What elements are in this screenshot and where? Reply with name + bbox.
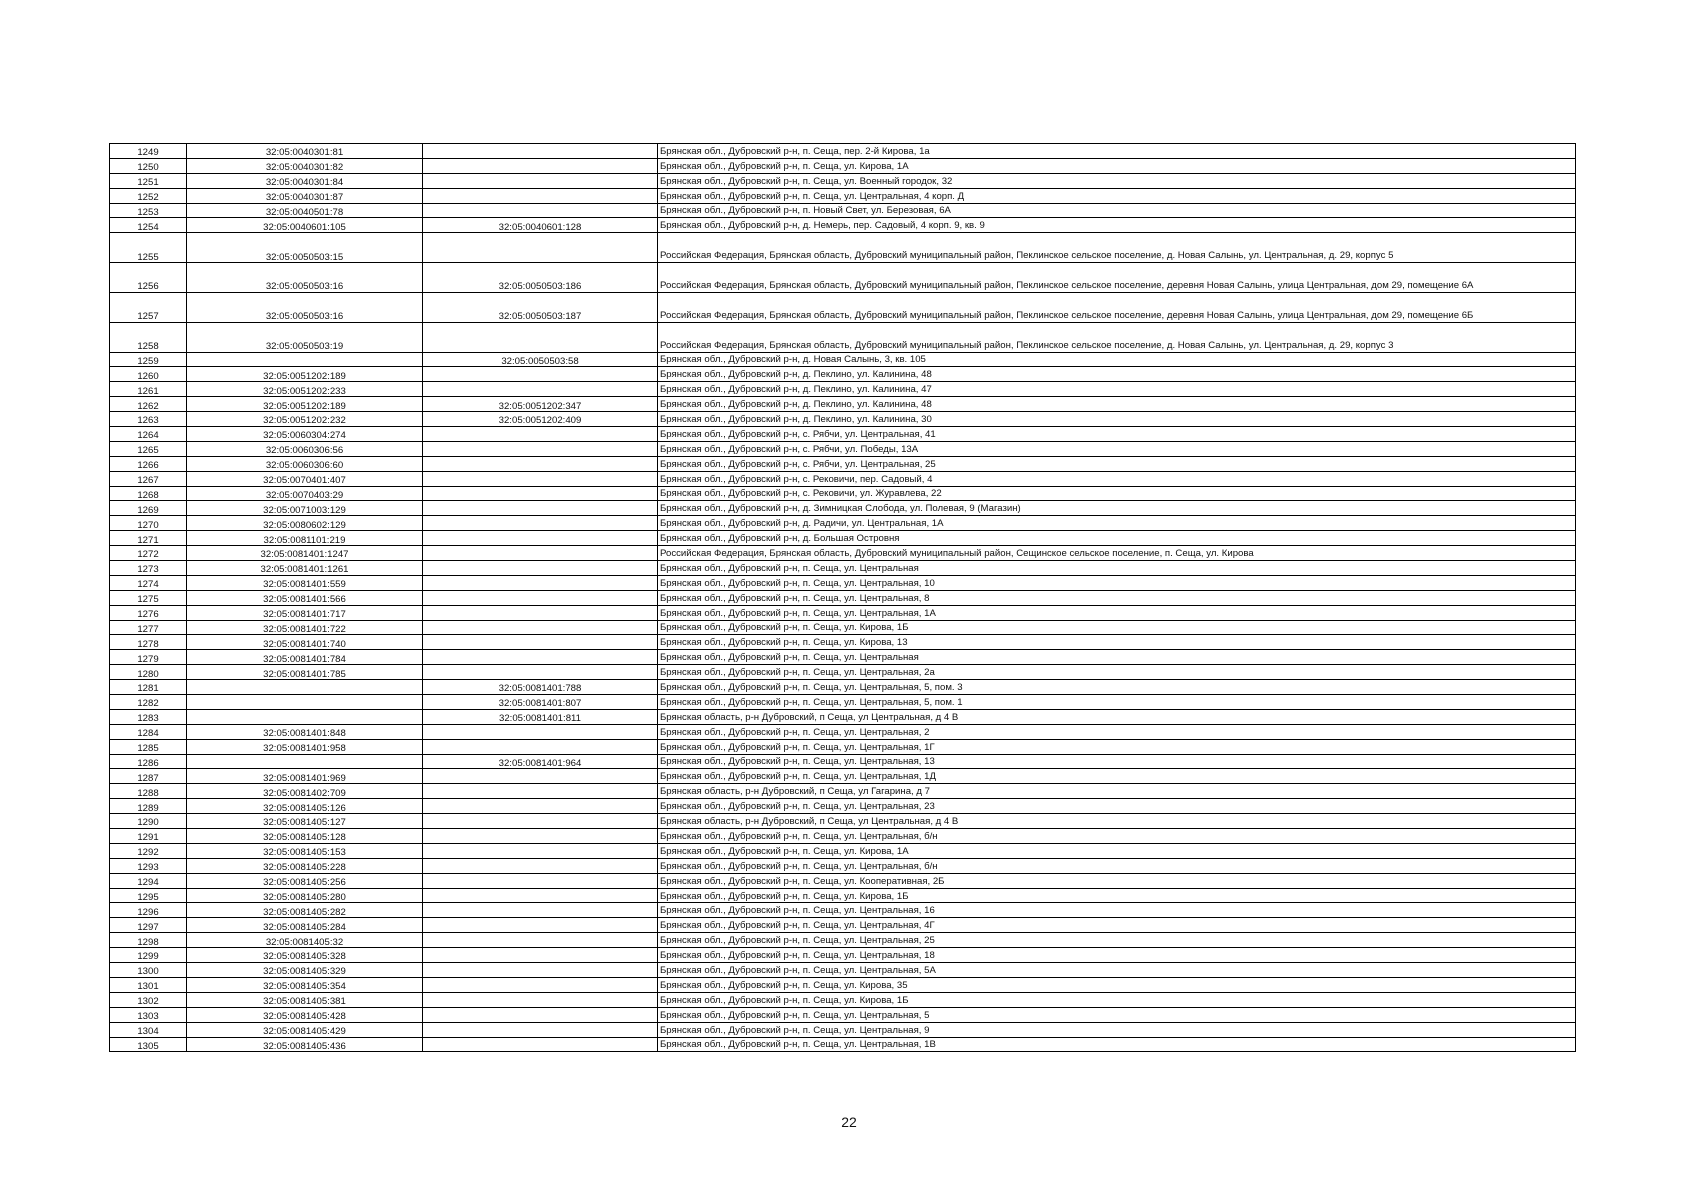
table-row (110, 158, 1576, 173)
address-cell: Брянская обл., Дубровский р-н, с. Рековичи, ул. Журавлева, 22 (658, 486, 1576, 501)
land-cadastral-number-cell: 32:05:0070401:407 (187, 471, 423, 486)
land-cadastral-number-cell: 32:05:0081405:126 (187, 799, 423, 814)
address-cell: Брянская обл., Дубровский р-н, п. Сеща, ул. Кирова, 1Б (658, 620, 1576, 635)
building-cadastral-number-cell (423, 144, 658, 159)
land-cadastral-number-cell: 32:05:0081405:228 (187, 858, 423, 873)
row-number-cell: 1295 (110, 888, 187, 903)
address-cell: Брянская обл., Дубровский р-н, п. Сеща, ул. Кирова, 1Б (658, 888, 1576, 903)
building-cadastral-number-cell (423, 799, 658, 814)
table-row (110, 858, 1576, 873)
land-cadastral-number-cell: 32:05:0071003:129 (187, 501, 423, 516)
table-row (110, 233, 1576, 263)
row-number-cell: 1278 (110, 635, 187, 650)
address-cell: Брянская обл., Дубровский р-н, п. Сеща, ул. Центральная, 5А (658, 963, 1576, 978)
address-cell: Брянская обл., Дубровский р-н, п. Сеща, ул. Центральная, 9 (658, 1022, 1576, 1037)
address-cell: Брянская обл., Дубровский р-н, д. Пеклино, ул. Калинина, 48 (658, 397, 1576, 412)
land-cadastral-number-cell: 32:05:0081405:381 (187, 992, 423, 1007)
table-row (110, 1037, 1576, 1052)
address-cell: Брянская обл., Дубровский р-н, п. Сеща, ул. Центральная (658, 561, 1576, 576)
building-cadastral-number-cell (423, 829, 658, 844)
row-number-cell: 1251 (110, 173, 187, 188)
land-cadastral-number-cell: 32:05:0081405:436 (187, 1037, 423, 1052)
address-cell: Российская Федерация, Брянская область, Дубровский муниципальный район, Сещинское сельское поселение, п. Сеща, ул. Кирова (658, 546, 1576, 561)
row-number-cell: 1276 (110, 605, 187, 620)
land-cadastral-number-cell: 32:05:0081401:722 (187, 620, 423, 635)
table-row (110, 144, 1576, 159)
row-number-cell: 1265 (110, 441, 187, 456)
row-number-cell: 1293 (110, 858, 187, 873)
table-row (110, 382, 1576, 397)
building-cadastral-number-cell (423, 575, 658, 590)
row-number-cell: 1297 (110, 918, 187, 933)
row-number-cell: 1299 (110, 948, 187, 963)
table-row (110, 561, 1576, 576)
land-cadastral-number-cell: 32:05:0081405:32 (187, 933, 423, 948)
building-cadastral-number-cell (423, 888, 658, 903)
land-cadastral-number-cell (187, 352, 423, 367)
land-cadastral-number-cell: 32:05:0081405:256 (187, 873, 423, 888)
row-number-cell: 1254 (110, 218, 187, 233)
table-row (110, 635, 1576, 650)
building-cadastral-number-cell (423, 322, 658, 352)
land-cadastral-number-cell: 32:05:0081401:969 (187, 769, 423, 784)
page-number: 22 (841, 1114, 857, 1130)
table-row (110, 873, 1576, 888)
building-cadastral-number-cell (423, 635, 658, 650)
table-row (110, 173, 1576, 188)
table-row (110, 188, 1576, 203)
building-cadastral-number-cell (423, 203, 658, 218)
building-cadastral-number-cell: 32:05:0050503:186 (423, 263, 658, 293)
row-number-cell: 1274 (110, 575, 187, 590)
address-cell: Российская Федерация, Брянская область, Дубровский муниципальный район, Пеклинское сельское поселение, д. Новая Салынь, ул. Центральная, д. 29, корпус 5 (658, 233, 1576, 263)
land-cadastral-number-cell: 32:05:0040301:82 (187, 158, 423, 173)
table-row (110, 829, 1576, 844)
row-number-cell: 1259 (110, 352, 187, 367)
table-row (110, 933, 1576, 948)
address-cell: Брянская обл., Дубровский р-н, п. Сеща, ул. Центральная, 4Г (658, 918, 1576, 933)
land-cadastral-number-cell: 32:05:0081405:329 (187, 963, 423, 978)
address-cell: Брянская обл., Дубровский р-н, п. Сеща, ул. Центральная, 5, пом. 1 (658, 695, 1576, 710)
building-cadastral-number-cell (423, 233, 658, 263)
table-row (110, 963, 1576, 978)
land-cadastral-number-cell: 32:05:0060306:60 (187, 456, 423, 471)
building-cadastral-number-cell (423, 605, 658, 620)
table-row (110, 367, 1576, 382)
land-cadastral-number-cell: 32:05:0081405:282 (187, 903, 423, 918)
row-number-cell: 1272 (110, 546, 187, 561)
row-number-cell: 1279 (110, 650, 187, 665)
land-cadastral-number-cell: 32:05:0040501:78 (187, 203, 423, 218)
building-cadastral-number-cell (423, 858, 658, 873)
row-number-cell: 1287 (110, 769, 187, 784)
building-cadastral-number-cell: 32:05:0081401:788 (423, 680, 658, 695)
land-cadastral-number-cell: 32:05:0050503:16 (187, 292, 423, 322)
table-row (110, 575, 1576, 590)
land-cadastral-number-cell (187, 680, 423, 695)
address-cell: Российская Федерация, Брянская область, Дубровский муниципальный район, Пеклинское сельское поселение, деревня Новая Салынь, улица Центральная, дом 29, помещение 6Б (658, 292, 1576, 322)
address-cell: Брянская обл., Дубровский р-н, с. Рековичи, пер. Садовый, 4 (658, 471, 1576, 486)
building-cadastral-number-cell: 32:05:0081401:807 (423, 695, 658, 710)
building-cadastral-number-cell (423, 1007, 658, 1022)
address-cell: Брянская обл., Дубровский р-н, п. Сеща, ул. Военный городок, 32 (658, 173, 1576, 188)
land-cadastral-number-cell: 32:05:0081401:1261 (187, 561, 423, 576)
land-cadastral-number-cell: 32:05:0081405:280 (187, 888, 423, 903)
address-cell: Брянская обл., Дубровский р-н, п. Сеща, ул. Кооперативная, 2Б (658, 873, 1576, 888)
table-row (110, 709, 1576, 724)
building-cadastral-number-cell (423, 188, 658, 203)
table-row (110, 799, 1576, 814)
building-cadastral-number-cell (423, 382, 658, 397)
table-row (110, 680, 1576, 695)
row-number-cell: 1303 (110, 1007, 187, 1022)
row-number-cell: 1255 (110, 233, 187, 263)
building-cadastral-number-cell (423, 456, 658, 471)
building-cadastral-number-cell (423, 1022, 658, 1037)
table-row (110, 843, 1576, 858)
table-row (110, 605, 1576, 620)
land-cadastral-number-cell: 32:05:0050503:16 (187, 263, 423, 293)
building-cadastral-number-cell (423, 992, 658, 1007)
table-row (110, 992, 1576, 1007)
address-cell: Брянская область, р-н Дубровский, п Сеща, ул Центральная, д 4 В (658, 709, 1576, 724)
property-registry-table (109, 143, 1576, 1052)
address-cell: Брянская обл., Дубровский р-н, п. Сеща, ул. Центральная, 1В (658, 1037, 1576, 1052)
building-cadastral-number-cell (423, 486, 658, 501)
row-number-cell: 1296 (110, 903, 187, 918)
row-number-cell: 1268 (110, 486, 187, 501)
row-number-cell: 1256 (110, 263, 187, 293)
row-number-cell: 1260 (110, 367, 187, 382)
building-cadastral-number-cell (423, 724, 658, 739)
address-cell: Брянская обл., Дубровский р-н, п. Сеща, ул. Центральная, 1А (658, 605, 1576, 620)
row-number-cell: 1281 (110, 680, 187, 695)
address-cell: Брянская обл., Дубровский р-н, д. Радичи, ул. Центральная, 1А (658, 516, 1576, 531)
table-row (110, 486, 1576, 501)
table-row (110, 352, 1576, 367)
row-number-cell: 1290 (110, 814, 187, 829)
table-row (110, 769, 1576, 784)
building-cadastral-number-cell (423, 873, 658, 888)
address-cell: Брянская обл., Дубровский р-н, п. Сеща, ул. Кирова, 1А (658, 158, 1576, 173)
row-number-cell: 1300 (110, 963, 187, 978)
land-cadastral-number-cell: 32:05:0051202:233 (187, 382, 423, 397)
table-row (110, 620, 1576, 635)
address-cell: Российская Федерация, Брянская область, Дубровский муниципальный район, Пеклинское сельское поселение, д. Новая Салынь, ул. Центральная, д. 29, корпус 3 (658, 322, 1576, 352)
row-number-cell: 1267 (110, 471, 187, 486)
land-cadastral-number-cell: 32:05:0051202:189 (187, 397, 423, 412)
building-cadastral-number-cell (423, 531, 658, 546)
building-cadastral-number-cell (423, 650, 658, 665)
land-cadastral-number-cell: 32:05:0081401:717 (187, 605, 423, 620)
row-number-cell: 1304 (110, 1022, 187, 1037)
row-number-cell: 1305 (110, 1037, 187, 1052)
building-cadastral-number-cell (423, 620, 658, 635)
building-cadastral-number-cell (423, 173, 658, 188)
address-cell: Российская Федерация, Брянская область, Дубровский муниципальный район, Пеклинское сельское поселение, деревня Новая Салынь, улица Центральная, дом 29, помещение 6А (658, 263, 1576, 293)
table-row (110, 888, 1576, 903)
address-cell: Брянская обл., Дубровский р-н, п. Сеща, ул. Центральная, 5, пом. 3 (658, 680, 1576, 695)
address-cell: Брянская обл., Дубровский р-н, п. Сеща, ул. Кирова, 35 (658, 977, 1576, 992)
table-row (110, 263, 1576, 293)
row-number-cell: 1250 (110, 158, 187, 173)
address-cell: Брянская обл., Дубровский р-н, п. Сеща, ул. Центральная, 1Г (658, 739, 1576, 754)
row-number-cell: 1292 (110, 843, 187, 858)
row-number-cell: 1283 (110, 709, 187, 724)
table-row (110, 903, 1576, 918)
address-cell: Брянская обл., Дубровский р-н, д. Пеклино, ул. Калинина, 47 (658, 382, 1576, 397)
address-cell: Брянская обл., Дубровский р-н, п. Сеща, ул. Центральная, 23 (658, 799, 1576, 814)
building-cadastral-number-cell (423, 516, 658, 531)
table-row (110, 471, 1576, 486)
table-row (110, 322, 1576, 352)
row-number-cell: 1284 (110, 724, 187, 739)
address-cell: Брянская обл., Дубровский р-н, п. Сеща, ул. Центральная, 16 (658, 903, 1576, 918)
building-cadastral-number-cell (423, 1037, 658, 1052)
building-cadastral-number-cell (423, 739, 658, 754)
land-cadastral-number-cell: 32:05:0081405:328 (187, 948, 423, 963)
land-cadastral-number-cell: 32:05:0081401:958 (187, 739, 423, 754)
address-cell: Брянская обл., Дубровский р-н, д. Новая Салынь, 3, кв. 105 (658, 352, 1576, 367)
address-cell: Брянская обл., Дубровский р-н, д. Немерь, пер. Садовый, 4 корп. 9, кв. 9 (658, 218, 1576, 233)
row-number-cell: 1286 (110, 754, 187, 769)
row-number-cell: 1261 (110, 382, 187, 397)
land-cadastral-number-cell: 32:05:0081405:153 (187, 843, 423, 858)
land-cadastral-number-cell (187, 709, 423, 724)
row-number-cell: 1270 (110, 516, 187, 531)
registry-table-body (110, 144, 1576, 1052)
building-cadastral-number-cell (423, 367, 658, 382)
row-number-cell: 1258 (110, 322, 187, 352)
land-cadastral-number-cell: 32:05:0081401:784 (187, 650, 423, 665)
address-cell: Брянская область, р-н Дубровский, п Сеща, ул Гагарина, д 7 (658, 784, 1576, 799)
land-cadastral-number-cell: 32:05:0050503:19 (187, 322, 423, 352)
table-row (110, 546, 1576, 561)
table-row (110, 397, 1576, 412)
building-cadastral-number-cell (423, 471, 658, 486)
table-row (110, 516, 1576, 531)
address-cell: Брянская обл., Дубровский р-н, с. Рябчи, ул. Центральная, 41 (658, 426, 1576, 441)
land-cadastral-number-cell: 32:05:0080602:129 (187, 516, 423, 531)
building-cadastral-number-cell (423, 903, 658, 918)
address-cell: Брянская обл., Дубровский р-н, с. Рябчи, ул. Центральная, 25 (658, 456, 1576, 471)
row-number-cell: 1288 (110, 784, 187, 799)
address-cell: Брянская обл., Дубровский р-н, п. Сеща, ул. Кирова, 1Б (658, 992, 1576, 1007)
address-cell: Брянская обл., Дубровский р-н, п. Сеща, ул. Центральная, б/н (658, 829, 1576, 844)
land-cadastral-number-cell: 32:05:0040301:87 (187, 188, 423, 203)
table-row (110, 977, 1576, 992)
address-cell: Брянская обл., Дубровский р-н, д. Большая Островня (658, 531, 1576, 546)
row-number-cell: 1269 (110, 501, 187, 516)
land-cadastral-number-cell: 32:05:0081405:128 (187, 829, 423, 844)
address-cell: Брянская обл., Дубровский р-н, п. Сеща, ул. Центральная, б/н (658, 858, 1576, 873)
building-cadastral-number-cell: 32:05:0040601:128 (423, 218, 658, 233)
table-row (110, 918, 1576, 933)
building-cadastral-number-cell (423, 590, 658, 605)
address-cell: Брянская обл., Дубровский р-н, п. Сеща, ул. Центральная, 8 (658, 590, 1576, 605)
building-cadastral-number-cell (423, 933, 658, 948)
address-cell: Брянская обл., Дубровский р-н, п. Сеща, ул. Центральная, 18 (658, 948, 1576, 963)
address-cell: Брянская обл., Дубровский р-н, д. Пеклино, ул. Калинина, 48 (658, 367, 1576, 382)
building-cadastral-number-cell: 32:05:0050503:187 (423, 292, 658, 322)
land-cadastral-number-cell: 32:05:0081405:127 (187, 814, 423, 829)
table-row (110, 695, 1576, 710)
table-row (110, 650, 1576, 665)
building-cadastral-number-cell: 32:05:0081401:964 (423, 754, 658, 769)
row-number-cell: 1253 (110, 203, 187, 218)
address-cell: Брянская обл., Дубровский р-н, п. Сеща, ул. Центральная, 2а (658, 665, 1576, 680)
land-cadastral-number-cell: 32:05:0051202:232 (187, 412, 423, 427)
land-cadastral-number-cell: 32:05:0081402:709 (187, 784, 423, 799)
building-cadastral-number-cell: 32:05:0050503:58 (423, 352, 658, 367)
address-cell: Брянская обл., Дубровский р-н, п. Сеща, пер. 2-й Кирова, 1а (658, 144, 1576, 159)
land-cadastral-number-cell: 32:05:0070403:29 (187, 486, 423, 501)
land-cadastral-number-cell: 32:05:0081405:429 (187, 1022, 423, 1037)
row-number-cell: 1262 (110, 397, 187, 412)
building-cadastral-number-cell (423, 665, 658, 680)
land-cadastral-number-cell: 32:05:0081401:566 (187, 590, 423, 605)
land-cadastral-number-cell: 32:05:0040301:81 (187, 144, 423, 159)
building-cadastral-number-cell: 32:05:0051202:409 (423, 412, 658, 427)
building-cadastral-number-cell (423, 158, 658, 173)
address-cell: Брянская обл., Дубровский р-н, п. Сеща, ул. Центральная, 13 (658, 754, 1576, 769)
row-number-cell: 1273 (110, 561, 187, 576)
table-row (110, 665, 1576, 680)
row-number-cell: 1263 (110, 412, 187, 427)
address-cell: Брянская обл., Дубровский р-н, п. Сеща, ул. Центральная, 25 (658, 933, 1576, 948)
table-row (110, 441, 1576, 456)
table-row (110, 292, 1576, 322)
row-number-cell: 1282 (110, 695, 187, 710)
building-cadastral-number-cell (423, 769, 658, 784)
row-number-cell: 1289 (110, 799, 187, 814)
address-cell: Брянская обл., Дубровский р-н, с. Рябчи, ул. Победы, 13А (658, 441, 1576, 456)
land-cadastral-number-cell: 32:05:0081405:284 (187, 918, 423, 933)
row-number-cell: 1275 (110, 590, 187, 605)
land-cadastral-number-cell: 32:05:0040301:84 (187, 173, 423, 188)
address-cell: Брянская обл., Дубровский р-н, д. Пеклино, ул. Калинина, 30 (658, 412, 1576, 427)
building-cadastral-number-cell (423, 561, 658, 576)
table-row (110, 724, 1576, 739)
address-cell: Брянская область, р-н Дубровский, п Сеща, ул Центральная, д 4 В (658, 814, 1576, 829)
row-number-cell: 1302 (110, 992, 187, 1007)
building-cadastral-number-cell (423, 441, 658, 456)
land-cadastral-number-cell: 32:05:0081405:428 (187, 1007, 423, 1022)
land-cadastral-number-cell: 32:05:0081405:354 (187, 977, 423, 992)
address-cell: Брянская обл., Дубровский р-н, п. Сеща, ул. Центральная, 4 корп. Д (658, 188, 1576, 203)
address-cell: Брянская обл., Дубровский р-н, д. Зимницкая Слобода, ул. Полевая, 9 (Магазин) (658, 501, 1576, 516)
building-cadastral-number-cell (423, 501, 658, 516)
address-cell: Брянская обл., Дубровский р-н, п. Сеща, ул. Центральная, 5 (658, 1007, 1576, 1022)
table-row (110, 218, 1576, 233)
building-cadastral-number-cell (423, 963, 658, 978)
land-cadastral-number-cell: 32:05:0081401:785 (187, 665, 423, 680)
land-cadastral-number-cell: 32:05:0081401:740 (187, 635, 423, 650)
land-cadastral-number-cell: 32:05:0081401:848 (187, 724, 423, 739)
address-cell: Брянская обл., Дубровский р-н, п. Новый Свет, ул. Березовая, 6А (658, 203, 1576, 218)
address-cell: Брянская обл., Дубровский р-н, п. Сеща, ул. Центральная, 1Д (658, 769, 1576, 784)
table-row (110, 456, 1576, 471)
land-cadastral-number-cell: 32:05:0051202:189 (187, 367, 423, 382)
address-cell: Брянская обл., Дубровский р-н, п. Сеща, ул. Кирова, 13 (658, 635, 1576, 650)
table-row (110, 501, 1576, 516)
building-cadastral-number-cell (423, 843, 658, 858)
table-row (110, 754, 1576, 769)
building-cadastral-number-cell: 32:05:0081401:811 (423, 709, 658, 724)
table-row (110, 203, 1576, 218)
row-number-cell: 1271 (110, 531, 187, 546)
building-cadastral-number-cell (423, 814, 658, 829)
row-number-cell: 1249 (110, 144, 187, 159)
table-row (110, 739, 1576, 754)
row-number-cell: 1277 (110, 620, 187, 635)
table-row (110, 814, 1576, 829)
row-number-cell: 1285 (110, 739, 187, 754)
land-cadastral-number-cell: 32:05:0060306:56 (187, 441, 423, 456)
building-cadastral-number-cell (423, 977, 658, 992)
address-cell: Брянская обл., Дубровский р-н, п. Сеща, ул. Центральная, 2 (658, 724, 1576, 739)
row-number-cell: 1266 (110, 456, 187, 471)
building-cadastral-number-cell (423, 784, 658, 799)
building-cadastral-number-cell (423, 426, 658, 441)
building-cadastral-number-cell (423, 918, 658, 933)
land-cadastral-number-cell: 32:05:0050503:15 (187, 233, 423, 263)
row-number-cell: 1301 (110, 977, 187, 992)
table-row (110, 1007, 1576, 1022)
building-cadastral-number-cell (423, 948, 658, 963)
land-cadastral-number-cell (187, 754, 423, 769)
address-cell: Брянская обл., Дубровский р-н, п. Сеща, ул. Кирова, 1А (658, 843, 1576, 858)
table-row (110, 590, 1576, 605)
address-cell: Брянская обл., Дубровский р-н, п. Сеща, ул. Центральная (658, 650, 1576, 665)
row-number-cell: 1252 (110, 188, 187, 203)
land-cadastral-number-cell: 32:05:0081401:1247 (187, 546, 423, 561)
table-row (110, 412, 1576, 427)
table-row (110, 1022, 1576, 1037)
building-cadastral-number-cell (423, 546, 658, 561)
address-cell: Брянская обл., Дубровский р-н, п. Сеща, ул. Центральная, 10 (658, 575, 1576, 590)
land-cadastral-number-cell: 32:05:0040601:105 (187, 218, 423, 233)
row-number-cell: 1291 (110, 829, 187, 844)
table-row (110, 531, 1576, 546)
row-number-cell: 1294 (110, 873, 187, 888)
land-cadastral-number-cell: 32:05:0081401:559 (187, 575, 423, 590)
land-cadastral-number-cell: 32:05:0060304:274 (187, 426, 423, 441)
row-number-cell: 1298 (110, 933, 187, 948)
land-cadastral-number-cell (187, 695, 423, 710)
table-row (110, 784, 1576, 799)
land-cadastral-number-cell: 32:05:0081101:219 (187, 531, 423, 546)
table-row (110, 426, 1576, 441)
building-cadastral-number-cell: 32:05:0051202:347 (423, 397, 658, 412)
table-row (110, 948, 1576, 963)
row-number-cell: 1280 (110, 665, 187, 680)
row-number-cell: 1257 (110, 292, 187, 322)
row-number-cell: 1264 (110, 426, 187, 441)
